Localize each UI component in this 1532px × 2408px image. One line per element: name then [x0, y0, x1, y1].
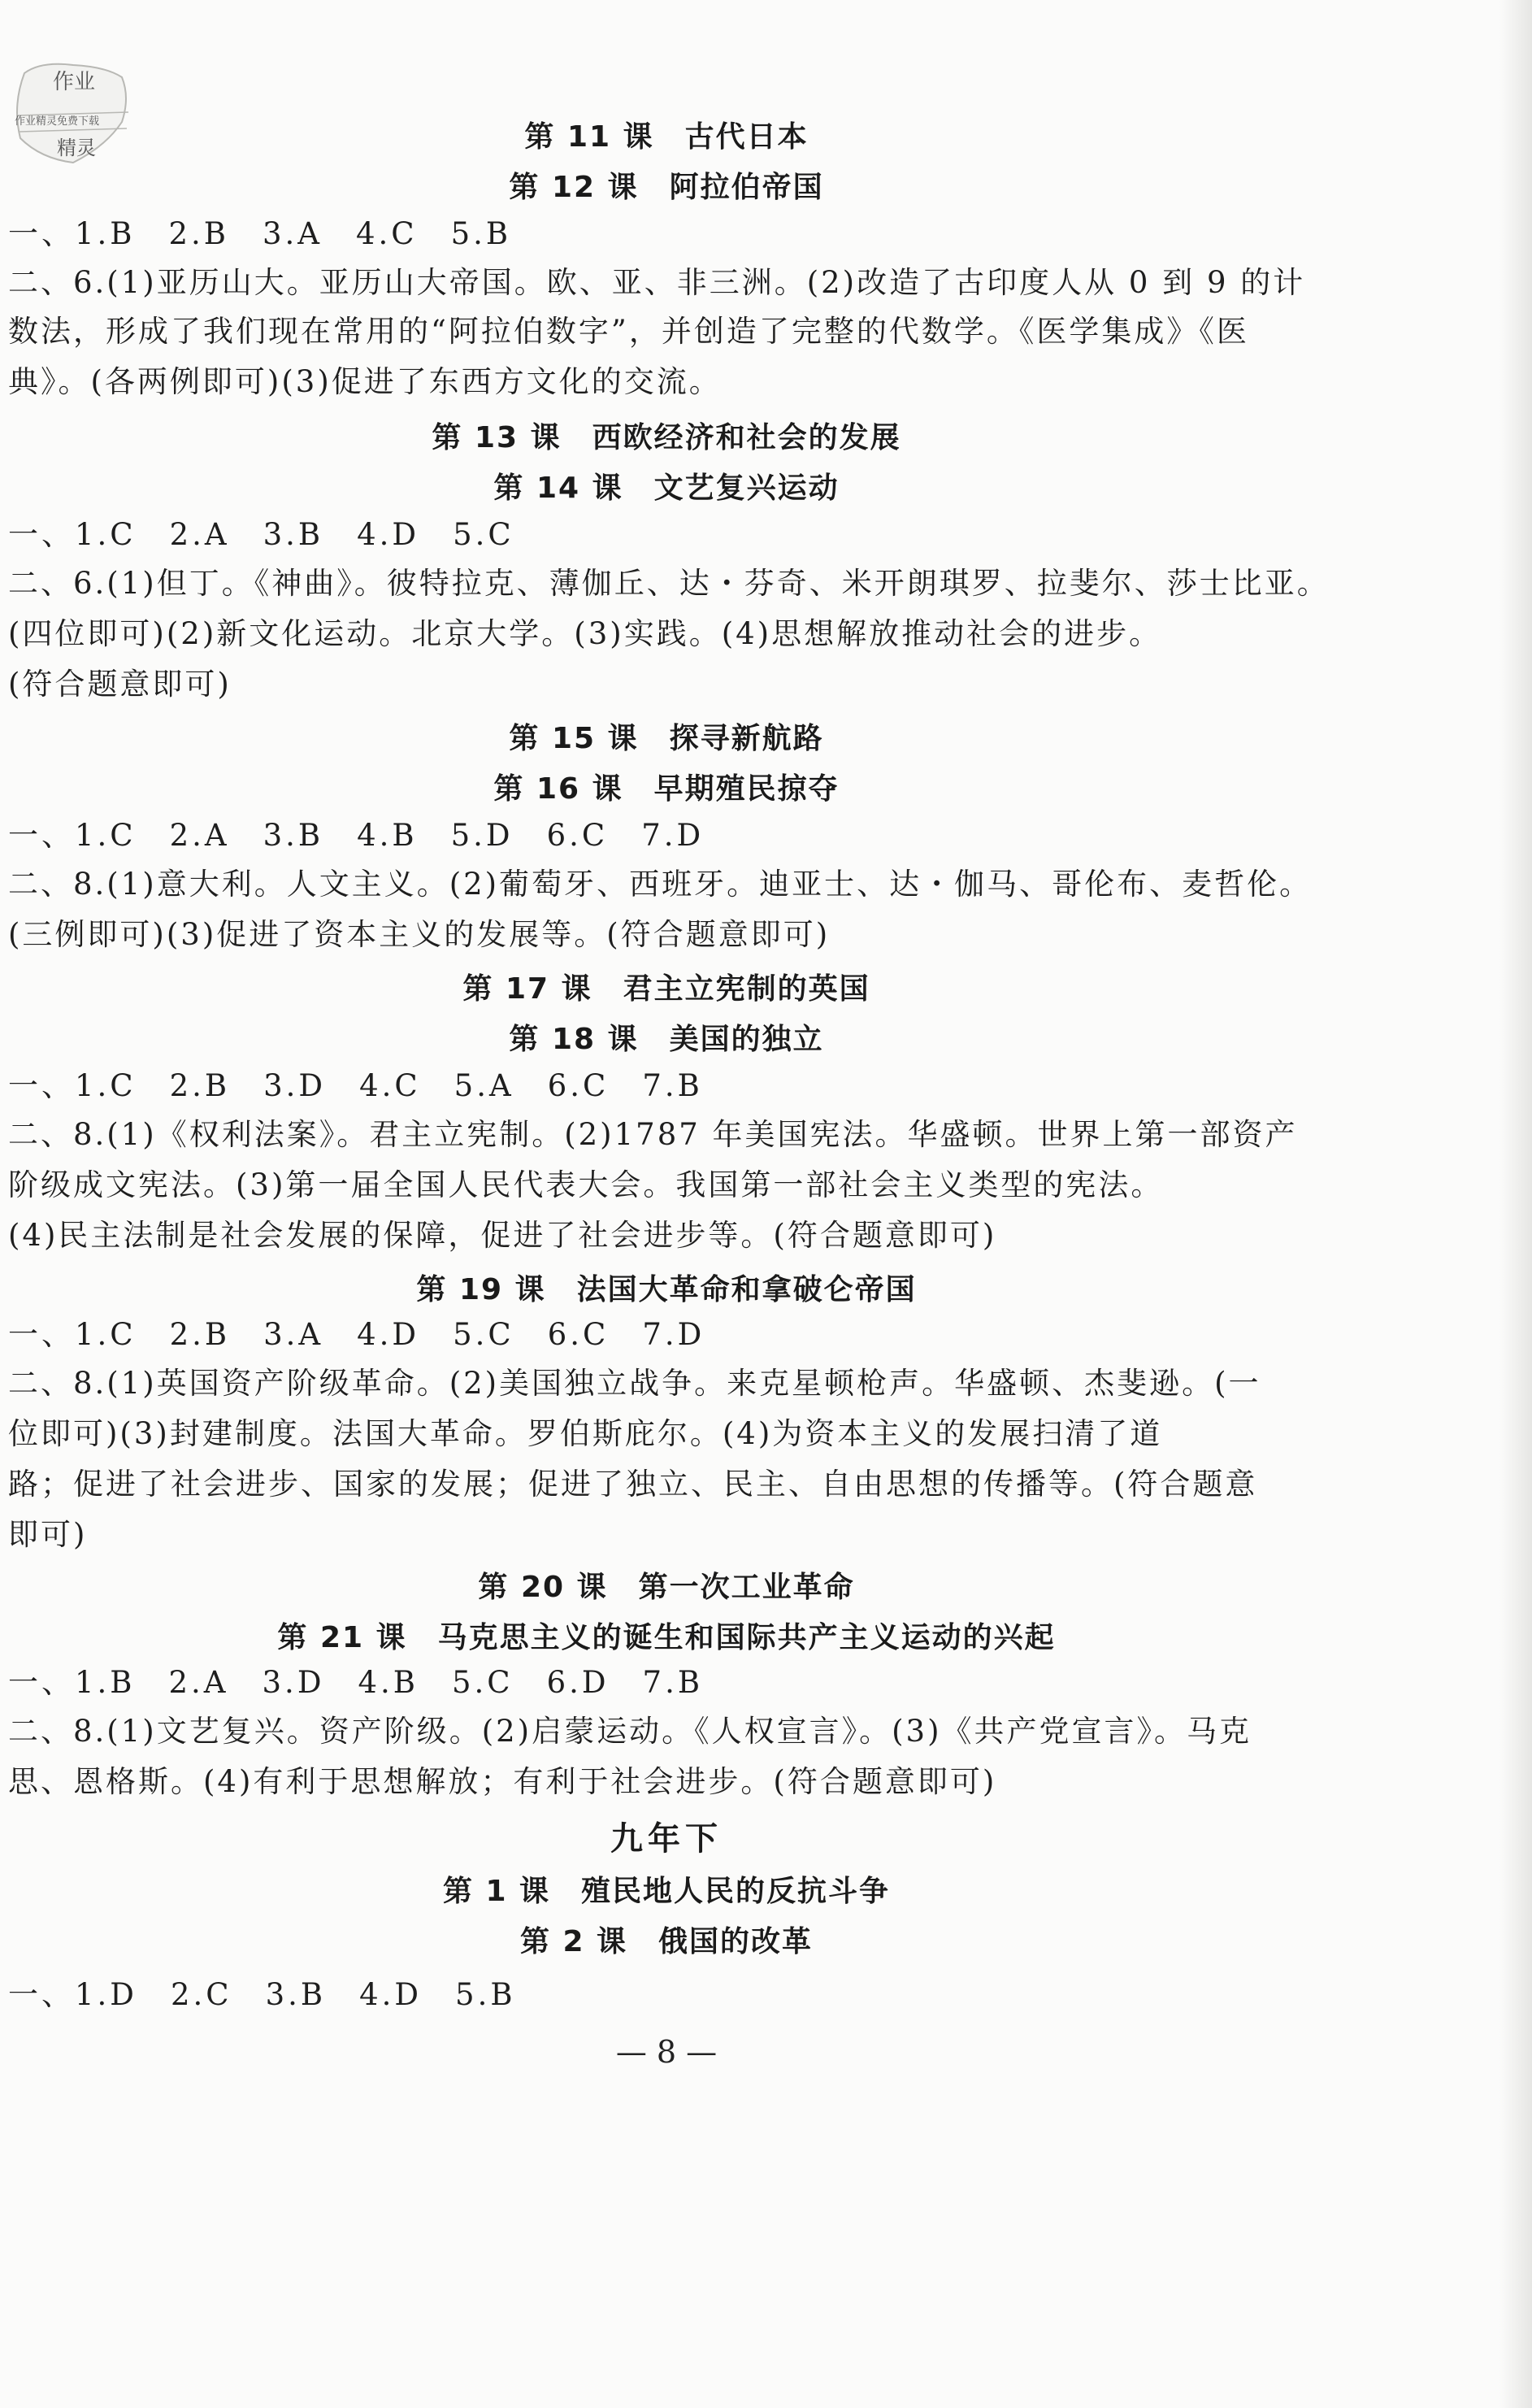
- lesson-heading: 第 12 课 阿拉伯帝国: [509, 171, 824, 204]
- answer-line: (4)民主法制是社会发展的保障，促进了社会进步等。(符合题意即可): [8, 1218, 997, 1253]
- answer-line: 一、1.C 2.A 3.B 4.D 5.C: [8, 517, 514, 552]
- lesson-heading: 第 19 课 法国大革命和拿破仑帝国: [416, 1273, 917, 1306]
- answer-line: 一、1.B 2.B 3.A 4.C 5.B: [8, 216, 512, 251]
- logo-text-bottom: 精灵: [57, 137, 96, 159]
- answer-line: 二、6.(1)亚历山大。亚历山大帝国。欧、亚、非三洲。(2)改造了古印度人从 0 到 9 的计: [8, 265, 1306, 300]
- lesson-heading: 第 18 课 美国的独立: [509, 1023, 824, 1056]
- answer-line: (三例即可)(3)促进了资本主义的发展等。(符合题意即可): [8, 917, 831, 952]
- answer-line: 二、8.(1)英国资产阶级革命。(2)美国独立战争。来克星顿枪声。华盛顿、杰斐逊。(一: [8, 1366, 1261, 1401]
- lesson-heading: 第 15 课 探寻新航路: [509, 722, 824, 755]
- answer-line: 典》。(各两例即可)(3)促进了东西方文化的交流。: [8, 364, 722, 399]
- lesson-heading: 第 16 课 早期殖民掠夺: [493, 772, 840, 806]
- answer-line: 思、恩格斯。(4)有利于思想解放；有利于社会进步。(符合题意即可): [8, 1764, 997, 1799]
- answer-line: 阶级成文宪法。(3)第一届全国人民代表大会。我国第一部社会主义类型的宪法。: [8, 1167, 1164, 1202]
- lesson-heading: 第 11 课 古代日本: [524, 120, 809, 154]
- lesson-heading: 第 17 课 君主立宪制的英国: [462, 972, 870, 1006]
- answer-line: 位即可)(3)封建制度。法国大革命。罗伯斯庇尔。(4)为资本主义的发展扫清了道: [8, 1416, 1163, 1451]
- answer-line: 二、8.(1)意大利。人文主义。(2)葡萄牙、西班牙。迪亚士、达・伽马、哥伦布、麦哲伦。: [8, 867, 1313, 902]
- lesson-heading: 第 20 课 第一次工业革命: [478, 1571, 855, 1604]
- answer-line: (四位即可)(2)新文化运动。北京大学。(3)实践。(4)思想解放推动社会的进步。: [8, 616, 1162, 651]
- lesson-heading: 第 21 课 马克思主义的诞生和国际共产主义运动的兴起: [277, 1621, 1056, 1654]
- answer-line: 二、8.(1)《权利法案》。君主立宪制。(2)1787 年美国宪法。华盛顿。世界上第一部资产: [8, 1117, 1298, 1152]
- answer-line: 数法，形成了我们现在常用的“阿拉伯数字”，并创造了完整的代数学。《医学集成》《医: [8, 314, 1249, 349]
- answer-line: 一、1.D 2.C 3.B 4.D 5.B: [8, 1977, 516, 2012]
- page-edge-shadow: [1499, 0, 1532, 2408]
- page-number: — 8 —: [615, 2034, 718, 2070]
- lesson-heading: 第 13 课 西欧经济和社会的发展: [432, 421, 901, 454]
- lesson-heading: 第 2 课 俄国的改革: [519, 1925, 814, 1958]
- answer-line: 二、6.(1)但丁。《神曲》。彼特拉克、薄伽丘、达・芬奇、米开朗琪罗、拉斐尔、莎士比亚。: [8, 566, 1330, 601]
- lesson-heading: 第 14 课 文艺复兴运动: [493, 472, 840, 505]
- answer-line: 一、1.C 2.B 3.A 4.D 5.C 6.C 7.D: [8, 1317, 705, 1352]
- answer-line: (符合题意即可): [8, 667, 232, 702]
- answer-line: 一、1.C 2.B 3.D 4.C 5.A 6.C 7.B: [8, 1068, 703, 1103]
- section-heading: 九年下: [610, 1820, 723, 1858]
- lesson-heading: 第 1 课 殖民地人民的反抗斗争: [442, 1875, 891, 1908]
- answer-line: 一、1.B 2.A 3.D 4.B 5.C 6.D 7.B: [8, 1665, 704, 1700]
- answer-line: 即可): [8, 1517, 88, 1552]
- answer-line: 路；促进了社会进步、国家的发展；促进了独立、民主、自由思想的传播等。(符合题意: [8, 1467, 1258, 1502]
- answer-line: 一、1.C 2.A 3.B 4.B 5.D 6.C 7.D: [8, 818, 705, 853]
- logo-text-top: 作业: [53, 70, 96, 94]
- answer-line: 二、8.(1)文艺复兴。资产阶级。(2)启蒙运动。《人权宣言》。(3)《共产党宣言》。马克: [8, 1714, 1252, 1749]
- logo-text-middle: 作业精灵免费下载: [15, 115, 100, 128]
